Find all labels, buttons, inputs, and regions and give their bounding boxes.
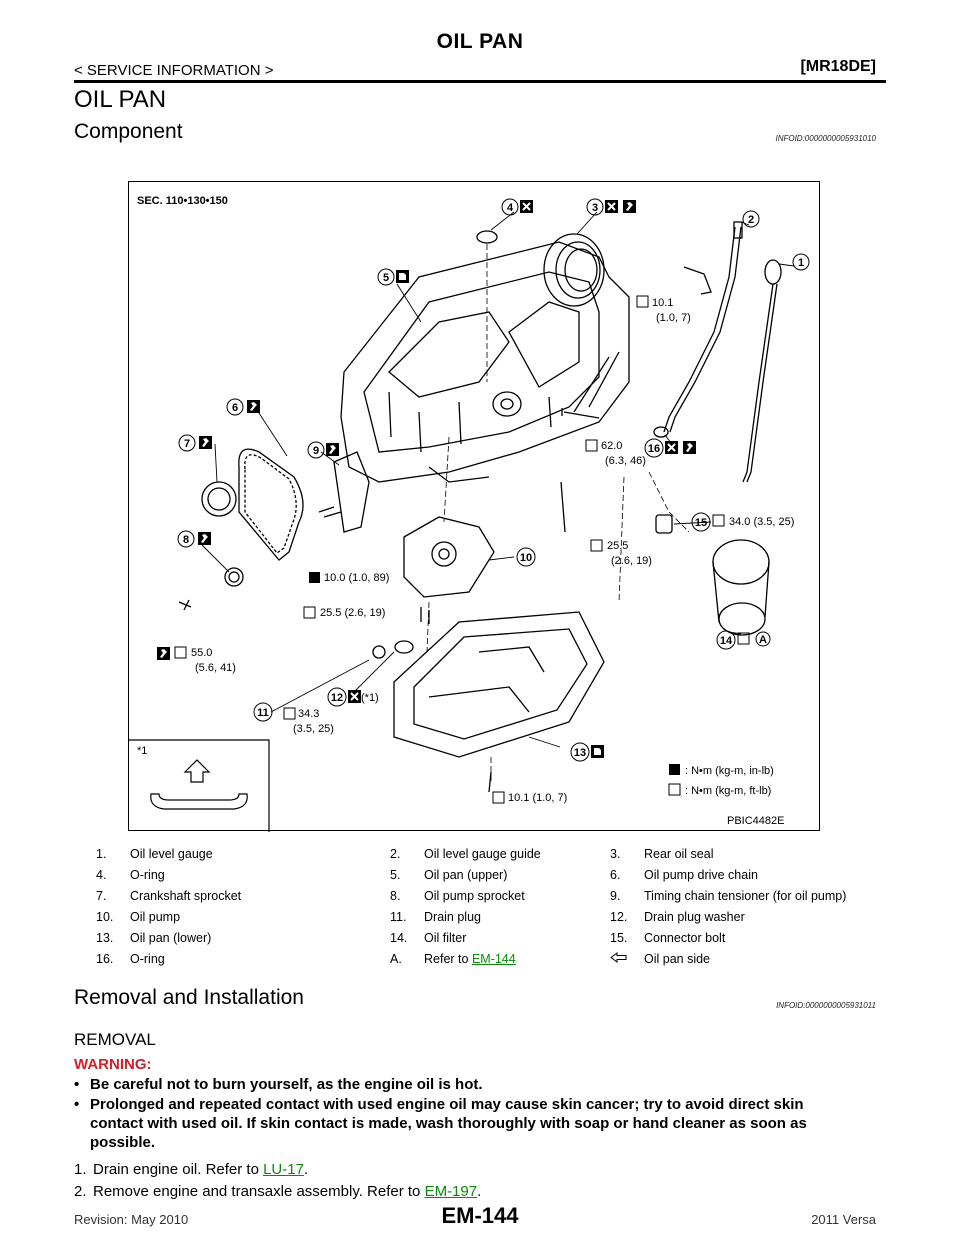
- callout-8: [178, 531, 194, 547]
- step-2: 2. Remove engine and transaxle assembly. Refer to EM-197.: [74, 1183, 482, 1200]
- diagram-drawing: [129, 182, 821, 832]
- svg-text:5: 5: [382, 272, 390, 284]
- replace-icon: [520, 200, 533, 213]
- o-ring-drawing: [477, 231, 497, 243]
- callout-11: [254, 703, 272, 721]
- legend-row: [96, 931, 876, 952]
- svg-text:25.5: 25.5: [607, 540, 629, 552]
- lubricate-icon: [683, 441, 696, 454]
- header-title: OIL PAN: [436, 30, 524, 53]
- warning-item-cont: possible.: [90, 1134, 156, 1151]
- legend-item: 2. Oil level gauge guide: [390, 847, 541, 861]
- oil-pump-drawing: [404, 517, 494, 624]
- svg-text:PBIC4482E: PBIC4482E: [727, 815, 785, 827]
- callout-5: [378, 269, 394, 285]
- svg-text:1: 1: [797, 257, 805, 269]
- header-section: < SERVICE INFORMATION >: [74, 62, 274, 79]
- footer-revision: Revision: May 2010: [74, 1212, 189, 1227]
- legend-item: 10. Oil pump: [96, 910, 181, 924]
- torque-icons: [175, 296, 770, 803]
- svg-text:16: 16: [647, 443, 661, 455]
- callout-1: [793, 254, 809, 270]
- arrow-up-icon: [185, 760, 209, 782]
- legend-row: [96, 847, 876, 868]
- parts-legend: [96, 847, 876, 973]
- replace-icon: [605, 200, 618, 213]
- oil-pan-lower-drawing: [373, 612, 604, 757]
- tensioner-drawing: [319, 452, 369, 532]
- lubricate-icon: [247, 400, 260, 413]
- svg-text:*1: *1: [137, 745, 148, 757]
- callout-13: [571, 743, 589, 761]
- link-lu-17[interactable]: LU-17: [263, 1161, 304, 1178]
- callouts: [178, 199, 809, 761]
- leader-lines: [201, 212, 794, 747]
- svg-text:8: 8: [182, 534, 190, 546]
- svg-text:11: 11: [257, 707, 269, 719]
- lubricate-icon: [198, 532, 211, 545]
- link-em-197[interactable]: EM-197: [424, 1183, 478, 1200]
- svg-text:55.0: 55.0: [191, 647, 213, 659]
- section-title: OIL PAN: [74, 86, 167, 113]
- callout-14: [717, 631, 735, 649]
- svg-text:4: 4: [506, 202, 514, 214]
- svg-text:10: 10: [519, 552, 533, 564]
- warning-label: WARNING:: [74, 1056, 152, 1073]
- legend-item: 16. O-ring: [96, 952, 165, 966]
- svg-text:(*1): (*1): [361, 692, 379, 704]
- inset-detail: [129, 740, 269, 832]
- warning-item-cont: contact with used oil. If skin contact is made, wash thoroughly with soap or hand cleaner as soon as: [90, 1115, 807, 1132]
- legend-item: 13. Oil pan (lower): [96, 931, 212, 945]
- callout-10: [517, 548, 535, 566]
- svg-text:10.1: 10.1: [652, 297, 674, 309]
- legend-item: Oil pan side: [610, 952, 710, 966]
- svg-text:13: 13: [573, 747, 587, 759]
- sealant-icon: [591, 745, 604, 758]
- lubricate-icon: [199, 436, 212, 449]
- svg-text:6: 6: [231, 402, 239, 414]
- svg-text:(5.6, 41): (5.6, 41): [195, 662, 236, 674]
- callout-9: [308, 442, 324, 458]
- footer-page-number: EM-144: [441, 1203, 519, 1228]
- svg-text:34.0 (3.5, 25): 34.0 (3.5, 25): [729, 516, 795, 528]
- replace-icon: [665, 441, 678, 454]
- oil-filter-drawing: [654, 427, 769, 635]
- legend-item: 1. Oil level gauge: [96, 847, 213, 861]
- legend-item: 15. Connector bolt: [610, 931, 726, 945]
- svg-text:A: A: [759, 634, 767, 646]
- legend-item: A. Refer to EM-144: [390, 952, 516, 966]
- lubricate-icon: [326, 443, 339, 456]
- svg-text:(2.6, 19): (2.6, 19): [611, 555, 652, 567]
- svg-text:(6.3, 46): (6.3, 46): [605, 455, 646, 467]
- legend-item: 7. Crankshaft sprocket: [96, 889, 242, 903]
- callout-16: [645, 439, 663, 457]
- link-em-144[interactable]: EM-144: [471, 952, 516, 966]
- svg-text:62.0: 62.0: [601, 440, 623, 452]
- legend-row: [96, 868, 876, 889]
- svg-text:34.3: 34.3: [298, 708, 320, 720]
- legend-item: 6. Oil pump drive chain: [610, 868, 758, 882]
- header-engine-code: [MR18DE]: [800, 58, 876, 75]
- callout-7: [179, 435, 195, 451]
- legend-row: [96, 889, 876, 910]
- removal-installation-heading: Removal and Installation: [74, 986, 304, 1009]
- svg-text:9: 9: [312, 445, 320, 457]
- svg-text:: N•m (kg-m, ft-lb): : N•m (kg-m, ft-lb): [685, 785, 772, 797]
- callout-2: [743, 211, 759, 227]
- lubricate-icon: [157, 647, 170, 660]
- warning-item: • Prolonged and repeated contact with used engine oil may cause skin cancer; try to avoid direct skin: [74, 1096, 804, 1113]
- center-lines: [427, 244, 689, 782]
- component-heading: Component: [74, 120, 183, 143]
- svg-text:: N•m (kg-m, in-lb): : N•m (kg-m, in-lb): [685, 765, 774, 777]
- legend-item: 14. Oil filter: [390, 931, 467, 945]
- svg-text:25.5 (2.6, 19): 25.5 (2.6, 19): [320, 607, 386, 619]
- replace-icon: [348, 690, 361, 703]
- header-rule: [74, 80, 886, 83]
- svg-text:2: 2: [747, 214, 755, 226]
- footer-model: 2011 Versa: [811, 1212, 876, 1227]
- sealant-icon: [396, 270, 409, 283]
- callout-4: [502, 199, 518, 215]
- legend-item: 4. O-ring: [96, 868, 165, 882]
- callout-6: [227, 399, 243, 415]
- units-legend: [669, 764, 784, 827]
- svg-text:10.0 (1.0, 89): 10.0 (1.0, 89): [324, 572, 390, 584]
- warning-item: • Be careful not to burn yourself, as the engine oil is hot.: [74, 1076, 483, 1093]
- svg-text:(1.0, 7): (1.0, 7): [656, 312, 691, 324]
- legend-row: [96, 910, 876, 931]
- svg-text:14: 14: [719, 635, 733, 647]
- bolts-drawing: [324, 408, 599, 792]
- callout-3: [587, 199, 603, 215]
- legend-item: 8. Oil pump sprocket: [390, 889, 525, 903]
- legend-item: 9. Timing chain tensioner (for oil pump): [610, 889, 847, 903]
- legend-row: [96, 952, 876, 973]
- legend-item: 5. Oil pan (upper): [390, 868, 508, 882]
- lubricate-icon: [623, 200, 636, 213]
- svg-text:(3.5, 25): (3.5, 25): [293, 723, 334, 735]
- dipstick-drawing: [664, 222, 781, 482]
- sec-label: SEC. 110•130•150: [137, 195, 228, 207]
- arrow-left-icon: [610, 952, 644, 966]
- svg-text:10.1 (1.0, 7): 10.1 (1.0, 7): [508, 792, 568, 804]
- legend-item: 12. Drain plug washer: [610, 910, 745, 924]
- svg-text:15: 15: [694, 517, 708, 529]
- svg-text:7: 7: [183, 438, 191, 450]
- step-1: 1. Drain engine oil. Refer to LU-17.: [74, 1161, 309, 1178]
- svg-text:3: 3: [591, 202, 599, 214]
- exploded-diagram: [128, 181, 820, 831]
- legend-item: 3. Rear oil seal: [610, 847, 714, 861]
- callout-12: [328, 688, 346, 706]
- removal-infoid: INFOID:0000000005931011: [776, 1001, 876, 1010]
- removal-subheading: REMOVAL: [74, 1030, 156, 1049]
- legend-item: 11. Drain plug: [390, 910, 481, 924]
- component-infoid: INFOID:0000000005931010: [775, 134, 876, 143]
- chain-drawing: [179, 449, 303, 610]
- rear-oil-seal-drawing: [544, 234, 604, 306]
- svg-text:12: 12: [330, 692, 344, 704]
